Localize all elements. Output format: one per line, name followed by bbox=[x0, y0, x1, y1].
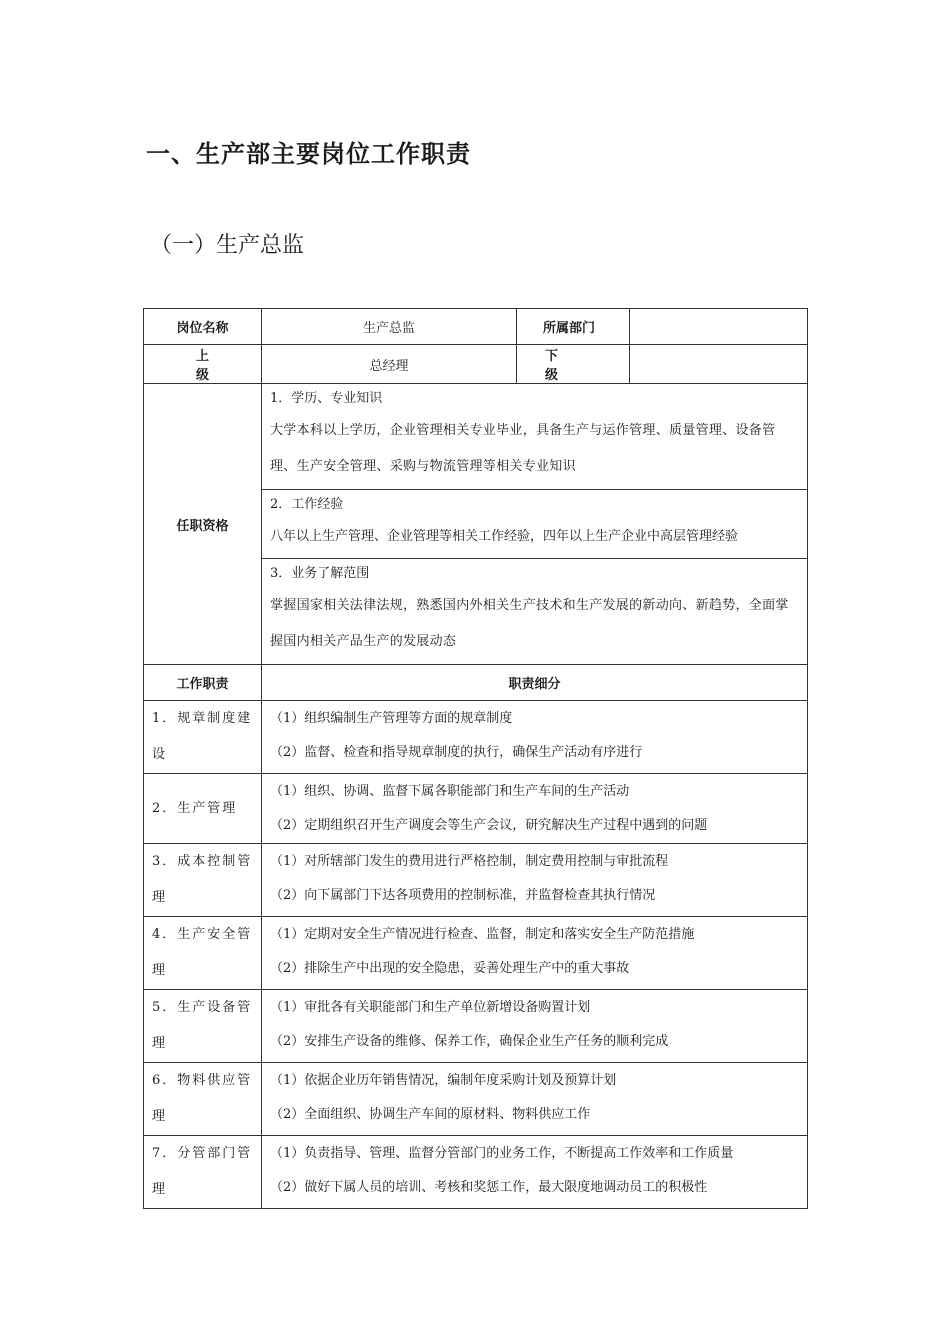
duty-task: 4．生产安全管理 bbox=[144, 917, 262, 990]
table-row bbox=[144, 844, 808, 917]
duty-item: （1）组织编制生产管理等方面的规章制度 bbox=[270, 711, 513, 726]
superior-value: 总经理 bbox=[262, 345, 517, 384]
table-row bbox=[144, 701, 808, 774]
duty-details bbox=[262, 774, 808, 844]
table-row bbox=[144, 1063, 808, 1136]
qualification-title: 1．学历、专业知识 bbox=[270, 391, 383, 406]
duty-header: 工作职责 bbox=[144, 665, 262, 701]
duty-item: （2）排除生产中出现的安全隐患，妥善处理生产中的重大事故 bbox=[270, 961, 630, 976]
duty-item: （1）依据企业历年销售情况，编制年度采购计划及预算计划 bbox=[270, 1073, 617, 1088]
section-heading: （一）生产总监 bbox=[150, 233, 305, 258]
duty-item: （1）组织、协调、监督下属各职能部门和生产车间的生产活动 bbox=[270, 784, 630, 799]
duty-task: 5．生产设备管理 bbox=[144, 990, 262, 1063]
table-row bbox=[144, 309, 808, 345]
qualification-label: 任职资格 bbox=[144, 384, 262, 665]
duty-task: 7．分管部门管理 bbox=[144, 1136, 262, 1209]
qualification-block bbox=[262, 490, 808, 559]
duty-item: （2）全面组织、协调生产车间的原材料、物料供应工作 bbox=[270, 1107, 591, 1122]
subordinate-value bbox=[630, 345, 808, 384]
table-row bbox=[144, 917, 808, 990]
qualification-block bbox=[262, 559, 808, 665]
duty-details bbox=[262, 844, 808, 917]
dept-value bbox=[630, 309, 808, 345]
dept-label: 所属部门 bbox=[517, 309, 630, 345]
qualification-body: 大学本科以上学历，企业管理相关专业毕业，具备生产与运作管理、质量管理、设备管理、生产安全管理、采购与物流管理等相关专业知识 bbox=[270, 423, 776, 474]
page-heading: 一、生产部主要岗位工作职责 bbox=[146, 140, 471, 168]
table-row bbox=[144, 990, 808, 1063]
job-description-table bbox=[143, 308, 808, 1209]
duty-item: （2）向下属部门下达各项费用的控制标准，并监督检查其执行情况 bbox=[270, 888, 656, 903]
duty-item: （2）做好下属人员的培训、考核和奖惩工作，最大限度地调动员工的积极性 bbox=[270, 1180, 708, 1195]
duty-details bbox=[262, 990, 808, 1063]
table-row bbox=[144, 774, 808, 844]
qualification-body: 八年以上生产管理、企业管理等相关工作经验，四年以上生产企业中高层管理经验 bbox=[270, 529, 739, 544]
duty-task: 1．规章制度建设 bbox=[144, 701, 262, 774]
duty-task: 6．物料供应管理 bbox=[144, 1063, 262, 1136]
duty-task: 3．成本控制管理 bbox=[144, 844, 262, 917]
qualification-body: 掌握国家相关法律法规，熟悉国内外相关生产技术和生产发展的新动向、新趋势，全面掌握国内相关产品生产的发展动态 bbox=[270, 598, 789, 649]
post-name-value: 生产总监 bbox=[262, 309, 517, 345]
table-row bbox=[144, 1136, 808, 1209]
duty-details bbox=[262, 917, 808, 990]
superior-label: 上 级 bbox=[144, 345, 262, 384]
post-name-label: 岗位名称 bbox=[144, 309, 262, 345]
duty-item: （1）定期对安全生产情况进行检查、监督，制定和落实安全生产防范措施 bbox=[270, 927, 695, 942]
detail-header: 职责细分 bbox=[262, 665, 808, 701]
qualification-title: 3．业务了解范围 bbox=[270, 566, 370, 581]
qualification-block bbox=[262, 384, 808, 490]
table-row bbox=[144, 345, 808, 384]
table-row bbox=[144, 384, 808, 490]
duty-item: （2）安排生产设备的维修、保养工作，确保企业生产任务的顺利完成 bbox=[270, 1034, 669, 1049]
duty-details bbox=[262, 701, 808, 774]
duty-item: （1）对所辖部门发生的费用进行严格控制，制定费用控制与审批流程 bbox=[270, 854, 669, 869]
qualification-title: 2．工作经验 bbox=[270, 497, 344, 512]
duty-details bbox=[262, 1063, 808, 1136]
duty-item: （2）定期组织召开生产调度会等生产会议，研究解决生产过程中遇到的问题 bbox=[270, 818, 708, 833]
duty-item: （1）负责指导、管理、监督分管部门的业务工作，不断提高工作效率和工作质量 bbox=[270, 1146, 734, 1161]
duty-item: （1）审批各有关职能部门和生产单位新增设备购置计划 bbox=[270, 1000, 591, 1015]
table-row bbox=[144, 665, 808, 701]
duty-details bbox=[262, 1136, 808, 1209]
duty-item: （2）监督、检查和指导规章制度的执行，确保生产活动有序进行 bbox=[270, 745, 643, 760]
subordinate-label: 下 级 bbox=[517, 345, 630, 384]
duty-task: 2．生产管理 bbox=[144, 774, 262, 844]
